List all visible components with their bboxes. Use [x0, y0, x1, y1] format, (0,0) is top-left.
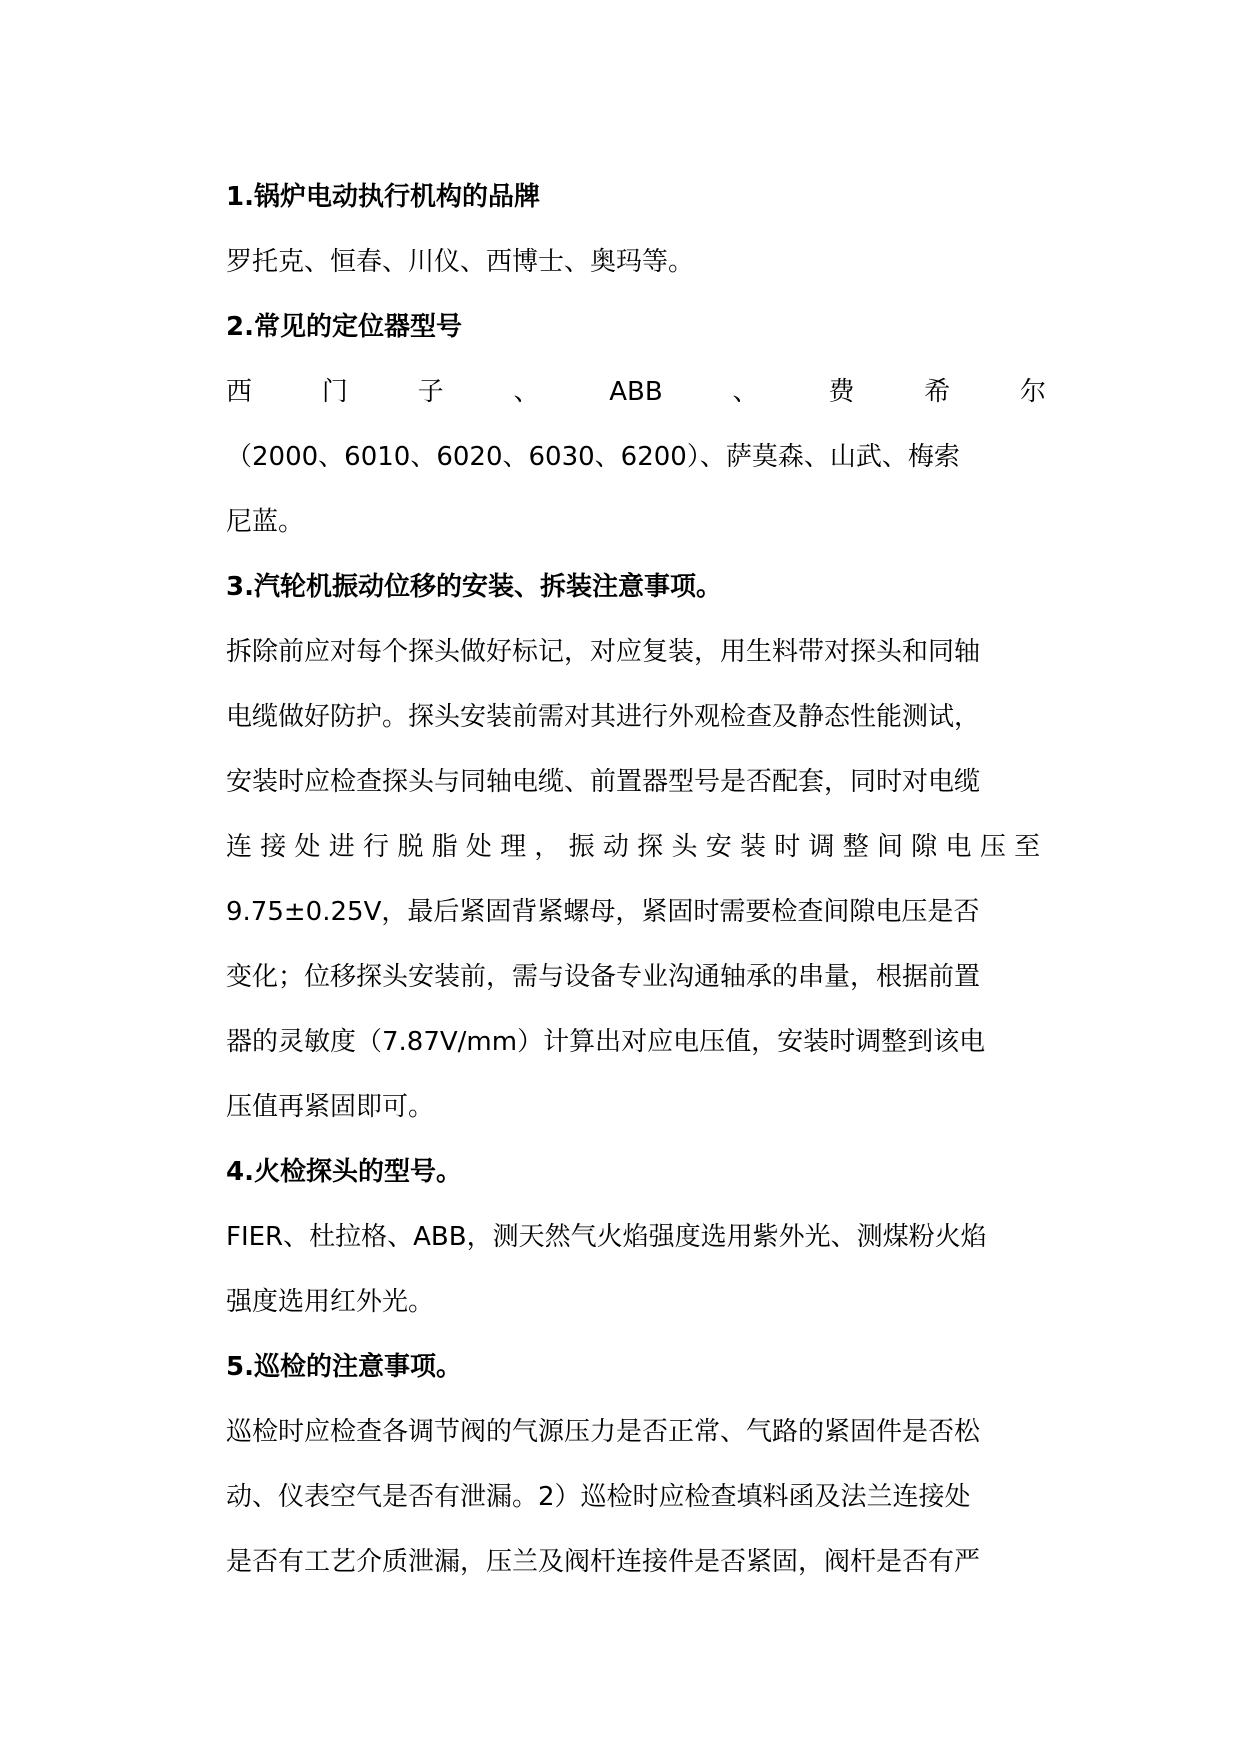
section-1-line-1: 罗托克、恒春、川仪、西博士、奥玛等。	[226, 247, 695, 277]
section-2-line-3: 尼蓝。	[226, 507, 305, 537]
section-3-line-3: 安装时应检查探头与同轴电缆、前置器型号是否配套，同时对电缆	[226, 767, 981, 797]
section-5-line-3: 是否有工艺介质泄漏，压兰及阀杆连接件是否紧固，阀杆是否有严	[226, 1547, 981, 1577]
section-3-line-4: 连 接 处 进 行 脱 脂 处 理 ， 振 动 探 头 安 装 时 调 整 间 隙 电 压 至	[226, 832, 1041, 862]
spread-token: 费	[828, 377, 855, 407]
spread-token: 门	[321, 377, 348, 407]
section-3-line-2: 电缆做好防护。探头安装前需对其进行外观检查及静态性能测试，	[226, 702, 981, 732]
section-3-line-8: 压值再紧固即可。	[226, 1092, 435, 1122]
section-4-line-1: FIER、杜拉格、ABB，测天然气火焰强度选用紫外光、测煤粉火焰	[226, 1222, 987, 1252]
spread-token: ABB	[609, 377, 663, 407]
spread-token: 尔	[1019, 377, 1046, 407]
section-5-line-2: 动、仪表空气是否有泄漏。2）巡检时应检查填料函及法兰连接处	[226, 1482, 971, 1512]
document-page	[226, 170, 1046, 1600]
section-2-line-1	[226, 365, 1046, 430]
section-3-line-1: 拆除前应对每个探头做好标记，对应复装，用生料带对探头和同轴	[226, 637, 981, 667]
section-4-line-2: 强度选用红外光。	[226, 1287, 435, 1317]
spread-token: 、	[513, 377, 540, 407]
section-4-heading: 4.火检探头的型号。	[226, 1157, 462, 1187]
section-3-line-5: 9.75±0.25V，最后紧固背紧螺母，紧固时需要检查间隙电压是否	[226, 897, 980, 927]
section-3-heading: 3.汽轮机振动位移的安装、拆装注意事项。	[226, 572, 722, 602]
section-1-heading: 1.锅炉电动执行机构的品牌	[226, 182, 540, 212]
spread-token: 子	[417, 377, 444, 407]
section-3-line-6: 变化；位移探头安装前，需与设备专业沟通轴承的串量，根据前置	[226, 962, 981, 992]
section-5-line-1: 巡检时应检查各调节阀的气源压力是否正常、气路的紧固件是否松	[226, 1417, 981, 1447]
spread-token: 希	[924, 377, 951, 407]
section-5-heading: 5.巡检的注意事项。	[226, 1352, 462, 1382]
section-3-line-7: 器的灵敏度（7.87V/mm）计算出对应电压值，安装时调整到该电	[226, 1027, 986, 1057]
section-2-line-2: （2000、6010、6020、6030、6200）、萨莫森、山武、梅索	[226, 442, 960, 472]
section-2-heading: 2.常见的定位器型号	[226, 312, 462, 342]
spread-token: 西	[226, 377, 253, 407]
spread-token: 、	[732, 377, 759, 407]
